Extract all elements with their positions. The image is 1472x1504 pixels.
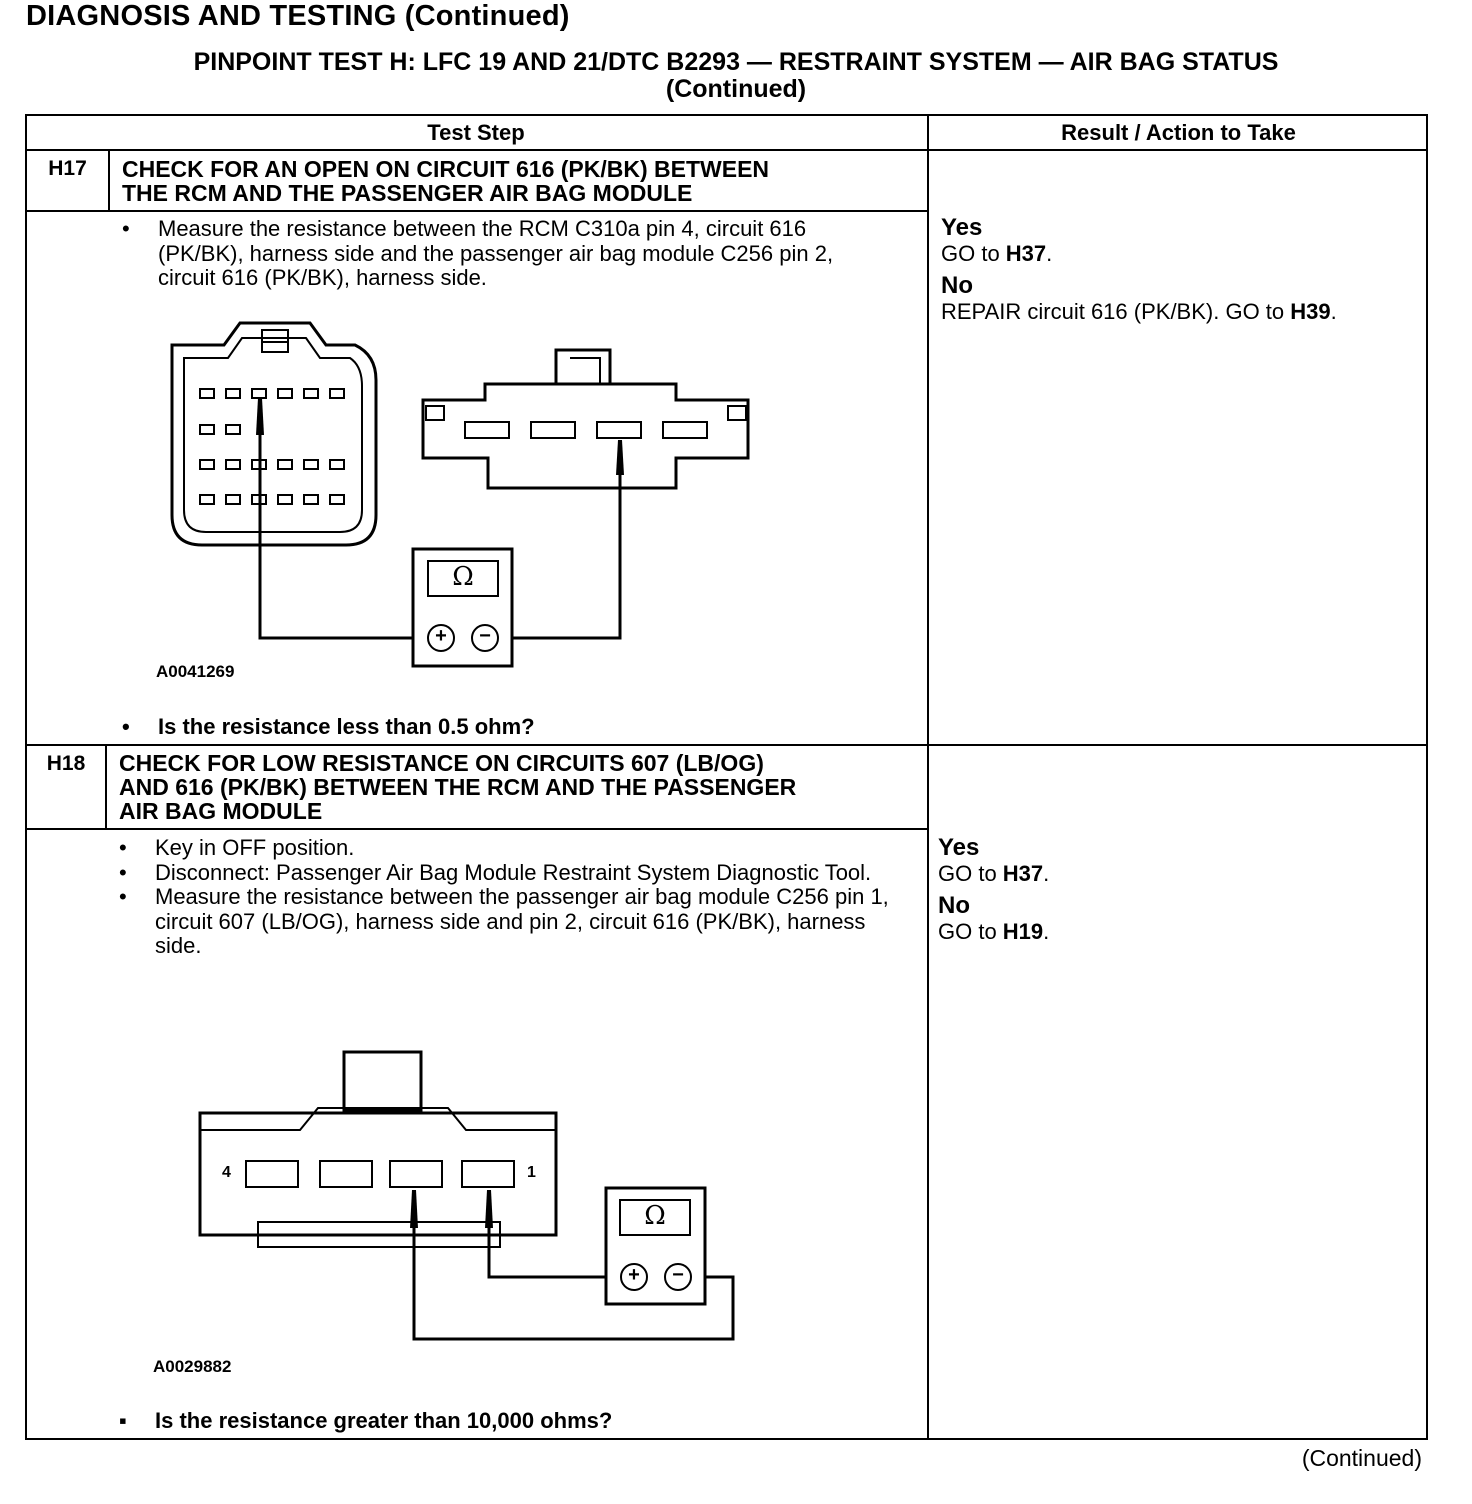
step-id-h18: H18: [46, 752, 86, 775]
ohm-symbol-h17: Ω: [452, 562, 474, 592]
step-heading-h17-line2: THE RCM AND THE PASSENGER AIR BAG MODULE: [122, 180, 693, 206]
pab-pin-cavities-h18: [246, 1161, 514, 1187]
plus-terminal-h17: +: [435, 625, 447, 647]
instruction-item: • Key in OFF position.: [119, 836, 889, 861]
pinpoint-test-title-line1: PINPOINT TEST H: LFC 19 AND 21/DTC B2293 — RESTRAINT SYSTEM — AIR BAG STATUS: [193, 48, 1279, 76]
plus-terminal-h18: +: [628, 1264, 640, 1286]
pin-label-1: 1: [527, 1164, 536, 1181]
goto-ref-h39[interactable]: H39: [1290, 299, 1331, 324]
result-no-label: No: [941, 272, 973, 299]
goto-ref-h37[interactable]: H37: [1002, 861, 1044, 886]
result-no-action: GO to H19.: [938, 919, 1050, 944]
question-text-h17: Is the resistance less than 0.5 ohm?: [158, 714, 535, 739]
instruction-item: • Measure the resistance between the passenger air bag module C256 pin 1, circuit 607 (LB/OG), harness side and pin 2, circuit 616 (PK/BK), harness side.: [119, 885, 889, 959]
step-heading-h18-line3: AIR BAG MODULE: [119, 798, 323, 824]
result-yes-label: Yes: [941, 214, 983, 241]
question-text-h18: Is the resistance greater than 10,000 ohms?: [155, 1408, 613, 1433]
pin-label-4: 4: [222, 1164, 231, 1181]
step-heading-h18-line2: AND 616 (PK/BK) BETWEEN THE RCM AND THE PASSENGER: [119, 774, 797, 800]
result-yes-action: GO to H37.: [941, 241, 1053, 266]
ohm-symbol-h18: Ω: [644, 1201, 666, 1231]
minus-terminal-h18: −: [672, 1264, 684, 1286]
result-no-action: REPAIR circuit 616 (PK/BK). GO to H39.: [941, 299, 1337, 324]
question-h18: [119, 1408, 612, 1434]
header-test-step: Test Step: [427, 120, 525, 145]
goto-ref-h19[interactable]: H19: [1002, 919, 1044, 944]
result-yes-label: Yes: [938, 834, 980, 861]
result-yes-action: GO to H37.: [938, 861, 1050, 886]
figure-id-h17: A0041269: [156, 662, 235, 681]
figure-id-h18: A0029882: [153, 1357, 232, 1376]
step-heading-h17-line1: CHECK FOR AN OPEN ON CIRCUIT 616 (PK/BK) BETWEEN: [122, 156, 770, 182]
pinpoint-test-title-line2: (Continued): [665, 75, 807, 103]
header-result-action: Result / Action to Take: [1061, 120, 1296, 145]
instruction-item: • Disconnect: Passenger Air Bag Module Restraint System Diagnostic Tool.: [119, 861, 889, 886]
question-bullet: •: [122, 714, 130, 739]
result-no-label: No: [938, 892, 970, 919]
section-title: DIAGNOSIS AND TESTING (Continued): [26, 0, 570, 32]
continued-footer: (Continued): [1301, 1445, 1422, 1471]
pab-connector-h18: [200, 1052, 556, 1247]
goto-ref-h37[interactable]: H37: [1005, 241, 1047, 266]
step-id-h17: H17: [48, 157, 87, 180]
result-h18: [938, 834, 1408, 950]
minus-terminal-h17: −: [479, 625, 491, 647]
question-bullet: ▪: [119, 1408, 127, 1433]
instruction-item: • Measure the resistance between the RCM C310a pin 4, circuit 616 (PK/BK), harness side and the passenger air bag module C256 pin 2, circuit 616 (PK/BK), harness side.: [122, 217, 882, 291]
step-heading-h18-line1: CHECK FOR LOW RESISTANCE ON CIRCUITS 607 (LB/OG): [119, 750, 764, 776]
